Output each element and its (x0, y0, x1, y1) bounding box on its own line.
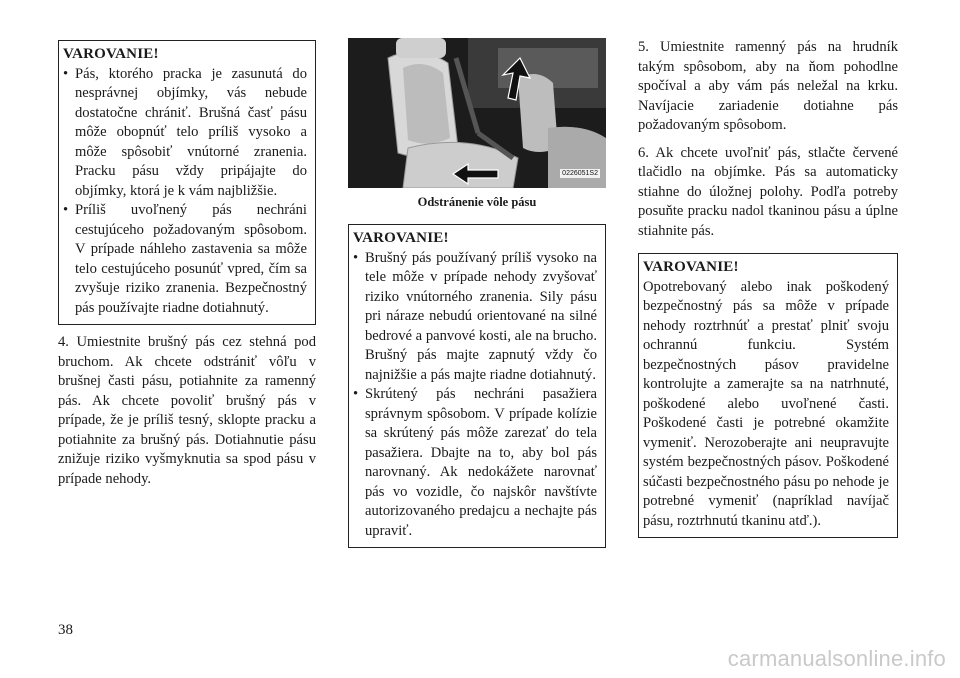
step-4-paragraph: 4. Umiestnite brušný pás cez stehná pod bruchom. Ak chcete odstrániť vôľu v brušnej časti pásu, potiahnite za ramenný pás. Ak chcete povoliť brušný pás v prípade, že je príliš tesný, sklopte pracku a potiahnite za brušný pás. Dotiahnutie pásu znižuje riziko vyšmyknutia sa spod pásu v prípade nehody. (58, 334, 316, 487)
figure-code: 0226051S2 (562, 170, 598, 177)
step-5-paragraph: 5. Umiestnite ramenný pás na hrudník takým spôsobom, aby na ňom pohodlne spočíval a aby vám pás neležal na krku. Navíjacie zariadenie dotiahne pás požadovaným spôsobom. (638, 39, 898, 133)
warning-text: Opotrebovaný alebo inak poškodený bezpečnostný pás sa môže v prípade nehody roztrhnúť a prestať plniť svoju ochrannú funkciu. Systém bezpečnostných pásov pravidelne kontrolujte a zamerajte sa na natrhnuté, poškodené alebo uvoľnené časti. Poškodené časti je potrebné okamžite vymeniť. Nerozoberajte ani neupravujte systém bezpečnostných pásov. Poškodené súčasti bezpečnostného pásu po nehode je potrebné vymeniť (napríklad navíjač pásu, roztrhnutú tkaninu atď.). (643, 278, 889, 529)
warning-title: VAROVANIE! (63, 46, 159, 62)
warning-box-damaged-belt (638, 253, 898, 538)
car-seat-illustration (348, 38, 606, 188)
warning-bullets (353, 249, 597, 542)
step-6-paragraph: 6. Ak chcete uvoľniť pás, stlačte červené tlačidlo na objímke. Pás sa automaticky stiahne do úložnej polohy. Podľa potreby posuňte pracku nadol tkaninou pásu a úplne stiahnite pás. (638, 144, 898, 239)
warning-bullet: • Skrútený pás nechráni pasažiera správnym spôsobom. V prípade kolízie sa skrútený pás môže zarezať do tela pasažiera. Dbajte na to, aby bol pás narovnaný. Ak nedokážete narovnať pás vo vozidle, čo najskôr navštívte autorizovaného predajcu a nechajte pás upraviť. (353, 385, 597, 541)
right-column (638, 0, 898, 538)
warning-box-buckle (58, 40, 316, 325)
warning-title: VAROVANIE! (353, 230, 449, 246)
warning-bullet: • Pás, ktorého pracka je zasunutá do nesprávnej objímky, vás nebude dostatočne chrániť. Brušná časť pásu môže obopnúť telo príliš vysoko a môže spôsobiť vnútorné zranenia. Pracku pásu vždy pripájajte do objímky, ktorá je k vám najbližšie. (63, 65, 307, 202)
seatbelt-photo (348, 38, 606, 188)
middle-column (348, 0, 606, 548)
warning-bullet: • Príliš uvoľnený pás nechráni cestujúceho požadovaným spôsobom. V prípade náhleho zastavenia sa môže telo cestujúceho posunúť vpred, čím sa zvyšuje riziko zranenia. Bezpečnostný pás používajte riadne dotiahnutý. (63, 201, 307, 318)
warning-bullet: • Brušný pás používaný príliš vysoko na tele môže v prípade nehody zvyšovať riziko vnútorného zranenia. Sily pásu pri náraze nebudú orientované na silné bedrové a panvové kosti, ale na brucho. Brušný pás majte zapnutý vždy čo najnižšie a pás majte riadne dotiahnutý. (353, 249, 597, 386)
page-number: 38 (58, 622, 73, 638)
left-column (58, 0, 316, 489)
figure-caption: Odstránenie vôle pásu (417, 195, 537, 209)
warning-box-lap-belt (348, 224, 606, 548)
warning-title: VAROVANIE! (643, 259, 739, 275)
warning-bullets (63, 65, 307, 319)
watermark: carmanualsonline.info (727, 646, 946, 671)
